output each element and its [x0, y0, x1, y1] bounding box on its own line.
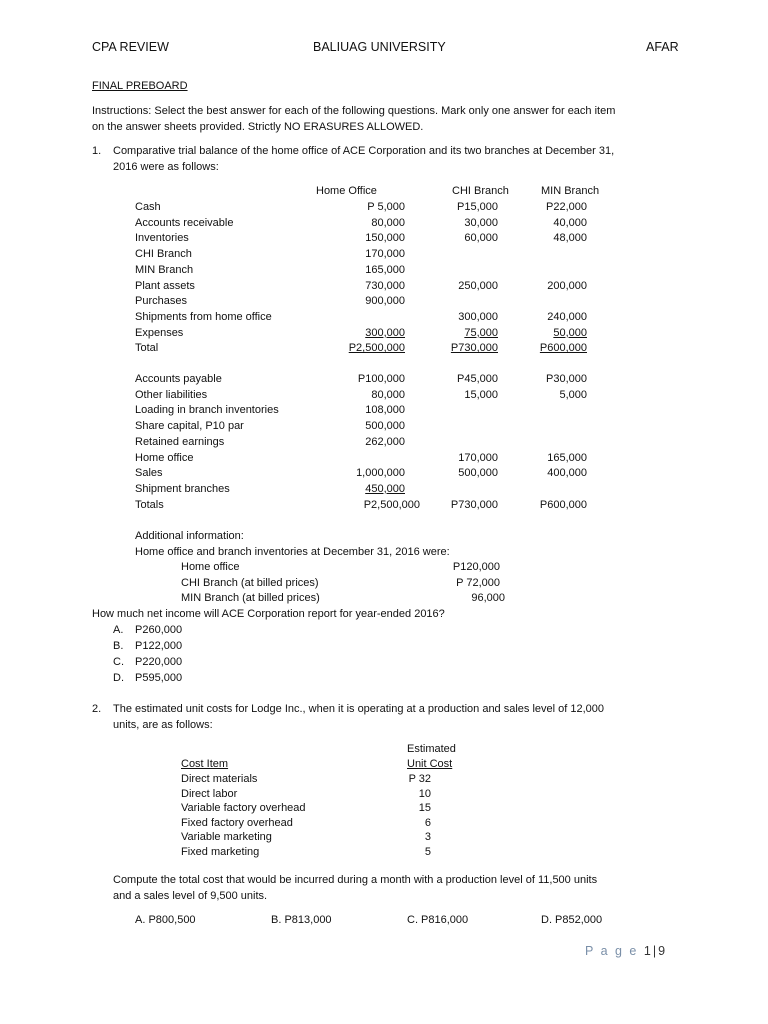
home-office-value: 730,000	[365, 279, 405, 292]
q1-question: How much net income will ACE Corporation report for year-ended 2016?	[92, 608, 445, 620]
home-office-value: P2,500,000	[348, 342, 405, 355]
row-label: Purchases	[135, 295, 187, 308]
chi-branch-value: P45,000	[457, 373, 498, 385]
chi-branch-value: 75,000	[464, 326, 498, 339]
header-right: AFAR	[646, 40, 679, 54]
page-separator: |	[652, 944, 659, 958]
q2-choice-d: D. P852,000	[541, 914, 603, 926]
cost-item-label: Fixed factory overhead	[181, 816, 293, 829]
chi-branch-value: 300,000	[458, 310, 498, 323]
cost-item-value: P 32	[408, 773, 431, 785]
row-label: Totals	[135, 498, 164, 511]
row-label: Accounts payable	[135, 373, 222, 385]
instructions-line2: on the answer sheets provided. Strictly NO ERASURES ALLOWED.	[92, 121, 424, 133]
row-label: Cash	[135, 201, 161, 213]
cost-item-value: 10	[418, 787, 431, 800]
min-branch-value: 48,000	[553, 232, 587, 245]
home-office-value: 165,000	[365, 263, 405, 276]
home-office-value: 300,000	[365, 326, 405, 339]
home-office-value: 1,000,000	[356, 467, 405, 480]
page-total: 9	[658, 944, 668, 958]
q2-choice-a: A. P800,500	[135, 914, 196, 926]
inventory-value: 96,000	[471, 592, 505, 604]
min-branch-value: 400,000	[547, 467, 587, 480]
min-branch-value: 40,000	[553, 216, 587, 229]
home-office-value: P 5,000	[367, 201, 405, 213]
header-center: BALIUAG UNIVERSITY	[313, 40, 446, 54]
chi-branch-value: P730,000	[450, 342, 498, 355]
min-branch-value: P600,000	[539, 498, 587, 511]
home-office-value: 500,000	[365, 420, 405, 433]
home-office-value: 108,000	[365, 404, 405, 417]
q1-number: 1.	[92, 145, 102, 157]
chi-branch-value: 60,000	[464, 232, 498, 245]
q2-question-line2: and a sales level of 9,500 units.	[113, 890, 268, 902]
chi-branch-value: 170,000	[458, 451, 498, 464]
q2-choice-c: C. P816,000	[407, 914, 469, 926]
row-label: Shipments from home office	[135, 310, 272, 323]
additional-info-title: Additional information:	[135, 530, 244, 542]
chi-branch-value: P730,000	[450, 498, 498, 511]
page-footer	[585, 944, 667, 958]
cost-item-label: Variable marketing	[181, 831, 272, 844]
row-label: CHI Branch	[135, 248, 192, 261]
q2-choice-b: B. P813,000	[271, 914, 332, 926]
q1-choice-b: P122,000	[135, 640, 183, 652]
cost-item-value: 15	[418, 802, 431, 815]
q2-col-header-item: Cost Item	[181, 758, 229, 770]
q1-text-line1: Comparative trial balance of the home office of ACE Corporation and its two branches at December 31,	[113, 145, 615, 157]
row-label: Accounts receivable	[135, 216, 234, 229]
col-header-chi-branch: CHI Branch	[452, 185, 509, 197]
q2-text-line1: The estimated unit costs for Lodge Inc., when it is operating at a production and sales level of 12,000	[113, 703, 605, 715]
row-label: Inventories	[135, 232, 189, 245]
chi-branch-value: P15,000	[457, 201, 498, 213]
inventory-value: P120,000	[452, 561, 500, 573]
col-header-home-office: Home Office	[316, 185, 377, 197]
row-label: Expenses	[135, 326, 184, 339]
home-office-value: 150,000	[365, 232, 405, 245]
inventory-label: Home office	[181, 561, 240, 573]
home-office-value: 450,000	[365, 482, 405, 495]
q1-choice-letter: B.	[113, 640, 124, 652]
row-label: Other liabilities	[135, 388, 208, 401]
row-label: Total	[135, 342, 159, 355]
home-office-value: P100,000	[357, 373, 405, 385]
header-left: CPA REVIEW	[92, 40, 169, 54]
q1-choice-letter: C.	[113, 656, 124, 668]
page-label: P a g e	[585, 944, 639, 958]
row-label: Sales	[135, 467, 163, 480]
home-office-value: 170,000	[365, 248, 405, 261]
home-office-value: 80,000	[371, 388, 405, 401]
page-title: FINAL PREBOARD	[92, 80, 188, 92]
min-branch-value: P30,000	[546, 373, 587, 385]
home-office-value: 262,000	[365, 435, 405, 448]
inventory-value: P 72,000	[456, 577, 500, 589]
min-branch-value: 200,000	[547, 279, 587, 292]
cost-item-label: Variable factory overhead	[181, 802, 306, 815]
min-branch-value: 5,000	[559, 388, 587, 401]
additional-info-intro: Home office and branch inventories at December 31, 2016 were:	[135, 546, 450, 558]
q1-choice-a: P260,000	[135, 624, 183, 636]
inventory-label: CHI Branch (at billed prices)	[181, 577, 319, 589]
q2-col-header-top: Estimated	[407, 743, 456, 755]
cost-item-label: Fixed marketing	[181, 846, 260, 858]
q2-text-line2: units, are as follows:	[113, 719, 213, 731]
row-label: MIN Branch	[135, 263, 194, 276]
cost-item-value: 3	[424, 831, 431, 844]
cost-item-value: 5	[424, 846, 431, 858]
row-label: Share capital, P10 par	[135, 420, 244, 433]
q1-choice-letter: D.	[113, 672, 124, 684]
q2-number: 2.	[92, 703, 102, 715]
row-label: Retained earnings	[135, 435, 225, 448]
cost-item-label: Direct materials	[181, 773, 258, 785]
min-branch-value: 50,000	[553, 326, 587, 339]
min-branch-value: 240,000	[547, 310, 587, 323]
q1-choice-c: P220,000	[135, 656, 183, 668]
q2-col-header-cost: Unit Cost	[407, 758, 453, 770]
home-office-value: P2,500,000	[363, 498, 420, 511]
min-branch-value: 165,000	[547, 451, 587, 464]
q1-choice-d: P595,000	[135, 672, 183, 684]
q1-choice-letter: A.	[113, 624, 124, 636]
row-label: Loading in branch inventories	[135, 404, 279, 417]
q1-text-line2: 2016 were as follows:	[113, 161, 219, 173]
row-label: Plant assets	[135, 279, 195, 292]
q2-question-line1: Compute the total cost that would be incurred during a month with a production level of 11,500 units	[113, 874, 598, 886]
page-number: 1	[643, 944, 653, 958]
inventory-label: MIN Branch (at billed prices)	[181, 592, 320, 604]
instructions-line1: Instructions: Select the best answer for each of the following questions. Mark only one answer for each item	[92, 105, 616, 117]
home-office-value: 80,000	[371, 216, 405, 229]
home-office-value: 900,000	[365, 295, 405, 308]
min-branch-value: P600,000	[539, 342, 587, 355]
chi-branch-value: 30,000	[464, 216, 498, 229]
row-label: Home office	[135, 451, 194, 464]
chi-branch-value: 15,000	[464, 388, 498, 401]
cost-item-label: Direct labor	[181, 787, 238, 800]
chi-branch-value: 250,000	[458, 279, 498, 292]
col-header-min-branch: MIN Branch	[541, 185, 600, 197]
cost-item-value: 6	[424, 816, 431, 829]
row-label: Shipment branches	[135, 482, 230, 495]
min-branch-value: P22,000	[546, 201, 587, 213]
chi-branch-value: 500,000	[458, 467, 498, 480]
